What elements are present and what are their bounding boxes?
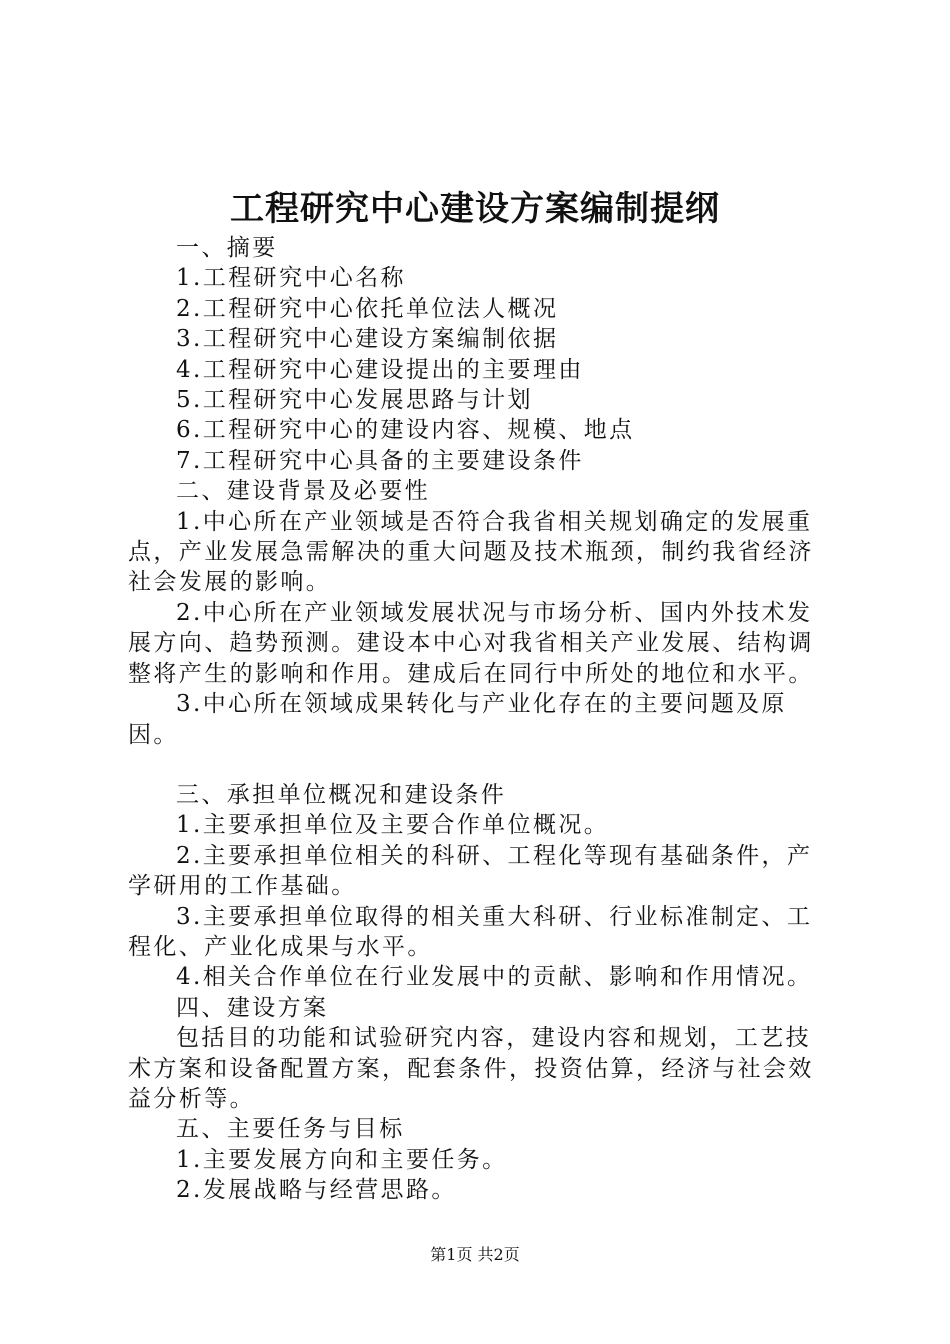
list-item: 4.工程研究中心建设提出的主要理由 (176, 356, 584, 383)
list-item: 7.工程研究中心具备的主要建设条件 (176, 447, 584, 474)
document-title: 工程研究中心建设方案编制提纲 (230, 189, 720, 229)
list-item: 1.主要发展方向和主要任务。 (176, 1146, 508, 1173)
section-heading: 一、摘要 (176, 235, 278, 261)
section-heading: 三、承担单位概况和建设条件 (176, 781, 507, 808)
list-item: 1.工程研究中心名称 (176, 265, 406, 292)
list-item: 3.中心所在领域成果转化与产业化存在的主要问题及原因。 (128, 691, 787, 748)
list-item: 2.主要承担单位相关的科研、工程化等现有基础条件，产学研用的工作基础。 (128, 842, 813, 900)
list-item: 3.工程研究中心建设方案编制依据 (176, 326, 559, 353)
paragraph-gap (128, 750, 832, 780)
paragraph: 包括目的功能和试验研究内容，建设内容和规划，工艺技术方案和设备配置方案，配套条件，投资估算，经济与社会效益分析等。 (128, 1025, 814, 1112)
list-item: 5.工程研究中心发展思路与计划 (176, 387, 533, 414)
document-body (128, 233, 832, 1206)
section-heading: 二、建设背景及必要性 (176, 478, 430, 505)
list-item: 2.中心所在产业领域发展状况与市场分析、国内外技术发展方向、趋势预测。建设本中心对我省相关产业发展、结构调整将产生的影响和作用。建成后在同行中所处的地位和水平。 (128, 599, 814, 687)
list-item: 1.中心所在产业领域是否符合我省相关规划确定的发展重点，产业发展急需解决的重大问题及技术瓶颈，制约我省经济社会发展的影响。 (128, 508, 814, 596)
page-number-footer: 第1页 共2页 (430, 1245, 520, 1264)
list-item: 4.相关合作单位在行业发展中的贡献、影响和作用情况。 (176, 964, 813, 991)
list-item: 6.工程研究中心的建设内容、规模、地点 (176, 417, 635, 444)
section-heading: 四、建设方案 (176, 994, 329, 1021)
list-item: 2.工程研究中心依托单位法人概况 (176, 295, 559, 322)
section-heading: 五、主要任务与目标 (176, 1116, 405, 1143)
list-item: 1.主要承担单位及主要合作单位概况。 (176, 812, 610, 839)
list-item: 3.主要承担单位取得的相关重大科研、行业标准制定、工程化、产业化成果与水平。 (128, 903, 813, 960)
list-item: 2.发展战略与经营思路。 (176, 1177, 457, 1204)
